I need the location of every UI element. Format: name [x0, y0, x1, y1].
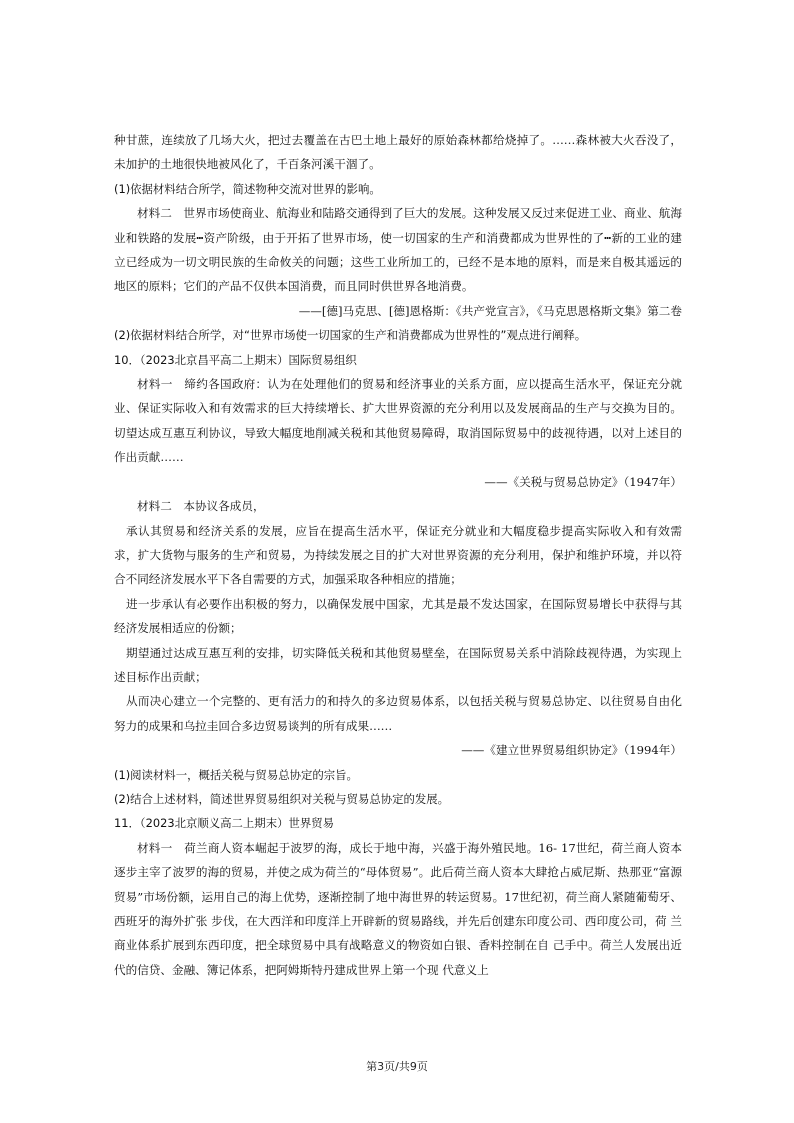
question-10-material-1-source: ——《关税与贸易总协定》（1947年）	[484, 474, 682, 489]
question-10-material-2-intro: 材料二 本协议各成员，	[137, 499, 265, 514]
question-11-material-1: 材料一 荷兰商人资本崛起于波罗的海，成长于地中海，兴盛于海外殖民地。16- 17世纪，荷兰商人资本逐步主宰了波罗的海的贸易，并使之成为荷兰的“母体贸易”。此后荷兰商人资本大肆抢占威尼斯、热那亚“富源贸易”市场份额，运用自己的海上优势，逐渐控制了地中海世界的转运贸易。17世纪初，荷兰商人紧随葡萄牙、西班牙的海外扩张 步伐，在大西洋和印度洋上开辟新的贸易路线，并先后创建东印度公司、西印度公司，荷 兰商业体系扩展到东西印度，把全球贸易中具有战略意义的物资如白银、香料控制在自 己手中。荷兰人发展出近代的信贷、金融、簿记体系，把阿姆斯特丹建成世界上第一个现 代意义上	[114, 840, 682, 977]
page-number-footer: 第3页/共9页	[366, 1060, 428, 1073]
question-10-part-1: (1)阅读材料一，概括关税与贸易总协定的宗旨。	[114, 767, 358, 782]
question-10-material-2-para-2: 进一步承认有必要作出积极的努力，以确保发展中国家，尤其是最不发达国家，在国际贸易增长中获得与其经济发展相适应的份额；	[114, 596, 682, 636]
paragraph-continuation: 种甘蔗，连续放了几场大火，把过去覆盖在古巴土地上最好的原始森林都给烧掉了。……森林被大火吞没了，未加护的土地很快地被风化了，千百条河溪干涸了。	[114, 133, 682, 172]
question-11-heading: 11．（2023北京顺义高二上期末）世界贸易	[114, 816, 335, 831]
question-10-material-2-source: ——《建立世界贸易组织协定》（1994年）	[461, 743, 682, 758]
question-10-material-2-para-1: 承认其贸易和经济关系的发展，应旨在提高生活水平，保证充分就业和大幅度稳步提高实际收入和有效需求，扩大货物与服务的生产和贸易，为持续发展之目的扩大对世界资源的充分利用，保护和维护环境，并以符合不同经济发展水平下各自需要的方式，加强采取各种相应的措施；	[114, 523, 682, 587]
question-10-material-2-para-3: 期望通过达成互惠互利的安排，切实降低关税和其他贸易壁垒，在国际贸易关系中消除歧视待遇，为实现上述目标作出贡献；	[114, 645, 682, 684]
question-10-material-1: 材料一 缔约各国政府：认为在处理他们的贸易和经济事业的关系方面，应以提高生活水平，保证充分就业、保证实际收入和有效需求的巨大持续增长、扩大世界资源的充分利用以及发展商品的生产与交换为目的。切望达成互惠互利协议，导致大幅度地削减关税和其他贸易障碍，取消国际贸易中的歧视待遇，以对上述目的作出贡献……	[114, 377, 682, 465]
question-10-heading: 10．（2023北京昌平高二上期末）国际贸易组织	[114, 352, 357, 367]
question-9-material-2: 材料二 世界市场使商业、航海业和陆路交通得到了巨大的发展。这种发展又反过来促进工业、商业、航海业和铁路的发展┅资产阶级，由于开拓了世界市场，使一切国家的生产和消费都成为世界性的了┅新的工业的建立已经成为一切文明民族的生命攸关的问题；这些工业所加工的，已经不是本地的原料，而是来自极其遥远的地区的原料；它们的产品不仅供本国消费，而且同时供世界各地消费。	[114, 206, 682, 294]
question-9-part-1: (1)依据材料结合所学，简述物种交流对世界的影响。	[114, 181, 381, 196]
question-9-material-2-source: ——[德]马克思、[德]恩格斯：《共产党宣言》，《马克思恩格斯文集》第二卷	[298, 303, 682, 318]
question-10-material-2-para-4: 从而决心建立一个完整的、更有活力的和持久的多边贸易体系，以包括关税与贸易总协定、以往贸易自由化努力的成果和乌拉圭回合多边贸易谈判的所有成果……	[114, 694, 682, 733]
question-10-part-2: (2)结合上述材料，简述世界贸易组织对关税与贸易总协定的发展。	[114, 791, 450, 806]
page-content	[114, 128, 682, 982]
question-9-part-2: (2)依据材料结合所学，对“世界市场使一切国家的生产和消费都成为世界性的”观点进行阐释。	[114, 328, 587, 343]
